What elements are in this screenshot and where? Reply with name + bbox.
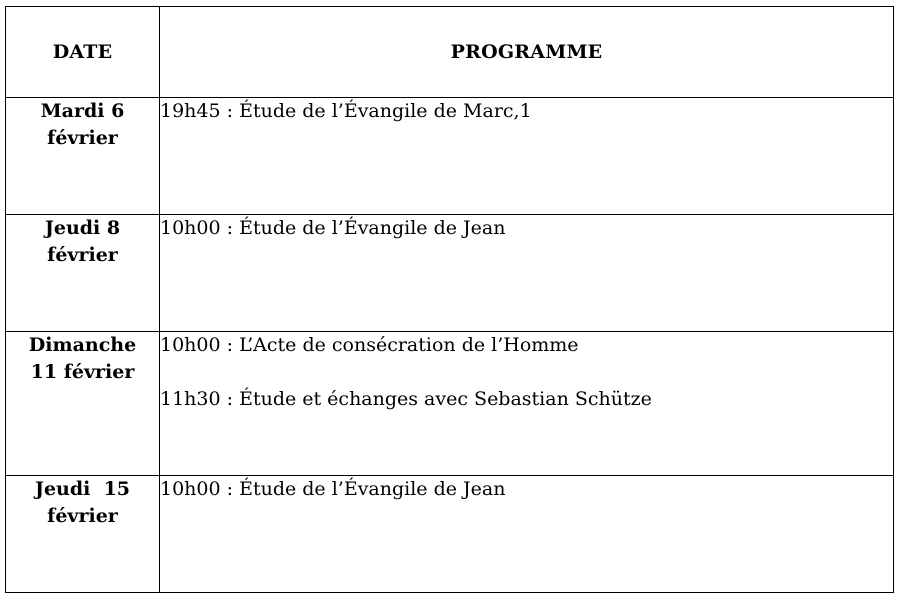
programme-entry: 10h00 : L’Acte de consécration de l’Homme: [160, 334, 579, 356]
programme-cell: [160, 215, 894, 332]
programme-cell: [160, 476, 894, 593]
programme-entry: 10h00 : Étude de l’Évangile de Jean: [160, 478, 506, 500]
date-month: février: [47, 127, 118, 149]
date-cell: [6, 98, 160, 215]
table-row: [6, 332, 894, 476]
date-day: Jeudi 8: [44, 217, 121, 239]
table-row: [6, 476, 894, 593]
table-row: [6, 215, 894, 332]
date-cell: [6, 332, 160, 476]
programme-cell: [160, 98, 894, 215]
programme-entry: 19h45 : Étude de l’Évangile de Marc,1: [160, 100, 532, 122]
programme-column-header: PROGRAMME: [160, 7, 894, 98]
schedule-table: [5, 6, 894, 593]
date-column-header: DATE: [6, 7, 160, 98]
date-month: 11 février: [30, 361, 135, 383]
table-header-row: [6, 7, 894, 98]
date-day: Mardi 6: [40, 100, 125, 122]
date-month: février: [47, 244, 118, 266]
table-row: [6, 98, 894, 215]
date-day: Dimanche: [28, 334, 137, 356]
programme-entry: 10h00 : Étude de l’Évangile de Jean: [160, 217, 506, 239]
programme-entry: 11h30 : Étude et échanges avec Sebastian Schütze: [160, 388, 652, 410]
date-month: février: [47, 505, 118, 527]
date-day: Jeudi 15: [34, 478, 131, 500]
programme-cell: [160, 332, 894, 476]
date-cell: [6, 215, 160, 332]
date-cell: [6, 476, 160, 593]
